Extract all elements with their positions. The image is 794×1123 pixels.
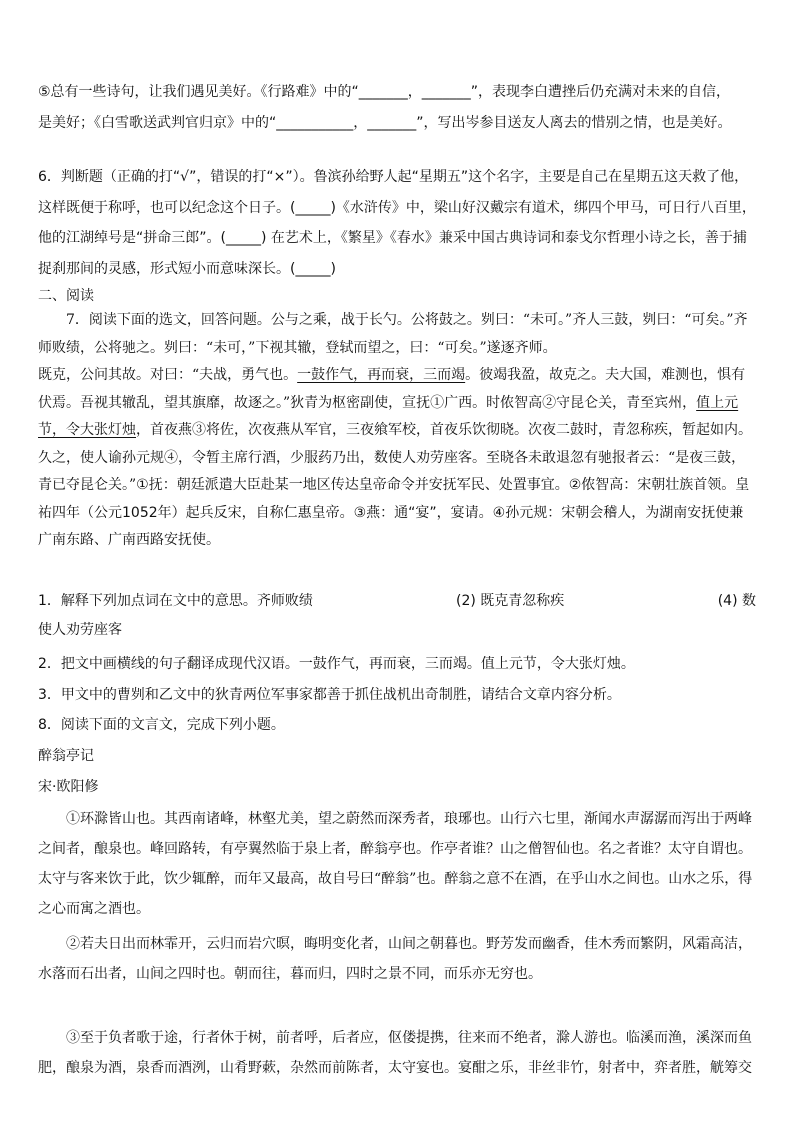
essay-paragraph-2: ②若夫日出而林霏开，云归而岩穴暝，晦明变化者，山间之朝暮也。野芳发而幽香，佳木秀而繁阴，风霜高洁，水落而石出者，山间之四时也。朝而往，暮而归，四时之景不同，而乐亦无穷也。 xyxy=(38,936,752,982)
question-6-judgement: 6．判断题（正确的打“√”，错误的打“×”）。鲁滨孙给野人起“星期五”这个名字，主要是自己在星期五这天救了他，这样既便于称呼，也可以纪念这个日子。(_____)《水浒传》中，梁山好汉戴宗有道术，绑四个甲马，可日行八百里，他的江湖绰号是“拼命三郎”。(_____) 在艺术上，《繁星》《春水》兼采中国古典诗词和泰戈尔哲理小诗之长，善于捕捉刹那间的灵感，形式短小而意味深长。(_____) xyxy=(38,169,756,277)
question-1-continuation: 使人劝劳座客 xyxy=(38,622,122,638)
question-1-item-2: (2) 既克青忽称疾 xyxy=(456,593,565,609)
essay-paragraph-1: ①环滁皆山也。其西南诸峰，林壑尤美，望之蔚然而深秀者，琅琊也。山行六七里，渐闻水声潺潺而泻出于两峰之间者，酿泉也。峰回路转，有亭翼然临于泉上者，醉翁亭也。作亭者谁？山之僧智仙也。名之者谁？太守自谓也。太守与客来饮于此，饮少辄醉，而年又最高，故自号曰“醉翁”也。醉翁之意不在酒，在乎山水之间也。山水之乐，得之心而寓之酒也。 xyxy=(38,811,753,917)
question-1-item-4: (4) 数 xyxy=(717,593,756,609)
essay-author: 宋·欧阳修 xyxy=(38,779,99,795)
section-heading-reading: 二、阅读 xyxy=(38,288,94,304)
poetry-fill-line-1: ⑤总有一些诗句，让我们遇见美好。《行路难》中的“_______，_______”，表现李白遭挫后仍充满对未来的自信， xyxy=(38,84,731,100)
underlined-sentence-2: 值上元节，令大张灯烛 xyxy=(38,394,739,438)
poetry-fill-line-2: 是美好；《白雪歌送武判官归京》中的“___________，_______”，写出岑参目送友人离去的惜别之情，也是美好。 xyxy=(38,115,732,131)
passage-di-qing: 既克，公问其故。对曰：“夫战，勇气也。一鼓作气，再而衰，三而竭。彼竭我盈，故克之。夫大国，难测也，惧有伏焉。吾视其辙乱，望其旗靡，故逐之。”狄青为枢密副使，宣抚①广西。时侬智高②守昆仑关，青至宾州，值上元节，令大张灯烛，首夜燕③将佐，次夜燕从军官，三夜飨军校，首夜乐饮彻晓。次夜二鼓时，青忽称疾，暂起如内。久之，使人谕孙元规④，令暂主席行酒，少服药乃出，数使人劝劳座客。至晓各未敢退忽有驰报者云：“是夜三鼓，青已夺昆仑关。”①抚：朝廷派遣大臣赴某一地区传达皇帝命令并安抚军民、处置事宜。②侬智高：宋朝壮族首领。皇祐四年（公元1052年）起兵反宋，自称仁惠皇帝。③燕：通“宴”，宴请。④孙元规：宋朝会稽人，为湖南安抚使兼广南东路、广南西路安抚使。 xyxy=(38,367,752,548)
underlined-sentence-1: 一鼓作气，再而衰，三而竭 xyxy=(297,367,466,383)
question-3: 3．甲文中的曹刿和乙文中的狄青两位军事家都善于抓住战机出奇制胜，请结合文章内容分析。 xyxy=(38,687,621,703)
passage-cao-gui: 7．阅读下面的选文，回答问题。公与之乘，战于长勺。公将鼓之。刿曰：“未可。”齐人三鼓，刿曰：“可矣。”齐师败绩，公将驰之。刿曰：“未可，”下视其辙，登轼而望之，曰：“可矣。”遂逐齐师。 xyxy=(38,312,748,356)
question-2: 2．把文中画横线的句子翻译成现代汉语。一鼓作气，再而衰，三而竭。值上元节，令大张灯烛。 xyxy=(38,656,635,672)
question-1-item-1: 1．解释下列加点词在文中的意思。齐师败绩 xyxy=(38,593,313,609)
question-8: 8．阅读下面的文言文，完成下列小题。 xyxy=(38,717,285,733)
essay-paragraph-3: ③至于负者歌于途，行者休于树，前者呼，后者应，伛偻提携，往来而不绝者，滁人游也。临溪而渔，溪深而鱼肥，酿泉为酒，泉香而酒洌，山肴野蔌，杂然而前陈者，太守宴也。宴酣之乐，非丝非竹，射者中，弈者胜，觥筹交 xyxy=(38,1030,752,1076)
question-7-passage xyxy=(38,307,756,555)
passage-footnotes: ①抚：朝廷派遣大臣赴某一地区传达皇帝命令并安抚军民、处置事宜。②侬智高：宋朝壮族首领。皇祐四年（公元1052年）起兵反宋，自称仁惠皇帝。③燕：通“宴”，宴请。④孙元规：宋朝会稽人，为湖南安抚使兼广南东路、广南西路安抚使。 xyxy=(38,477,750,548)
essay-title: 醉翁亭记 xyxy=(38,748,94,764)
poetry-fill-paragraph xyxy=(38,77,756,139)
